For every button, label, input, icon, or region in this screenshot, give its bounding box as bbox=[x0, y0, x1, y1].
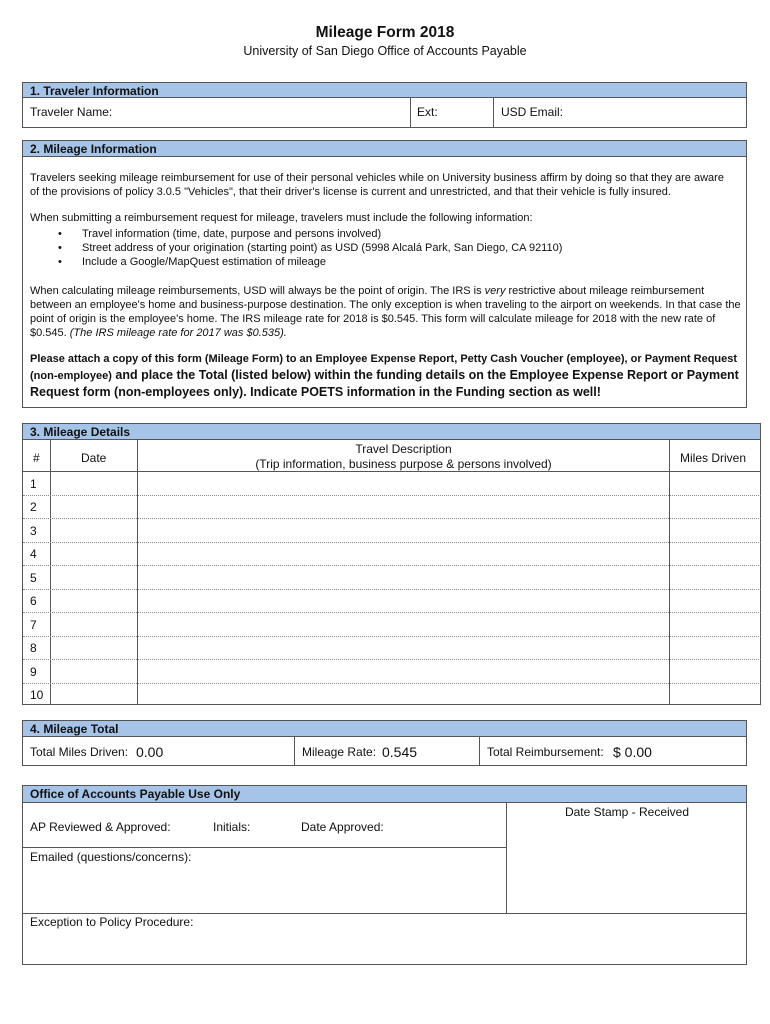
previous-rate-note: (The IRS mileage rate for 2017 was $0.535). bbox=[69, 327, 287, 339]
policy-paragraph: Travelers seeking mileage reimbursement for use of their personal vehicles while on University business affirm by doing so that they are aware of the provisions of policy 3.0.5 "Vehicles", that their driver's license is current and unrestricted, and that their vehicle is fully insured. bbox=[30, 172, 724, 198]
column-header-travel-description: Travel Description (Trip information, business purpose & persons involved) bbox=[255, 442, 552, 471]
list-item: • Include a Google/MapQuest estimation of mileage bbox=[30, 255, 735, 269]
mileage-rate-value[interactable]: 0.545 bbox=[382, 744, 418, 760]
ap-office-section-header: Office of Accounts Payable Use Only bbox=[23, 786, 746, 803]
traveler-name-field[interactable]: Traveler Name: bbox=[30, 105, 113, 119]
table-row[interactable]: 3 bbox=[30, 524, 37, 538]
table-row[interactable]: 10 bbox=[30, 688, 44, 702]
table-row[interactable]: 8 bbox=[30, 641, 37, 655]
table-row[interactable]: 2 bbox=[30, 500, 37, 514]
traveler-information-section bbox=[22, 82, 747, 128]
traveler-section-header: 1. Traveler Information bbox=[23, 83, 746, 98]
mileage-total-section-header: 4. Mileage Total bbox=[23, 721, 746, 737]
mileage-info-section-header: 2. Mileage Information bbox=[23, 141, 746, 157]
usd-email-field[interactable]: USD Email: bbox=[501, 105, 564, 119]
table-row[interactable]: 4 bbox=[30, 547, 37, 561]
total-reimbursement-value[interactable]: $ 0.00 bbox=[613, 744, 652, 760]
list-item: • Street address of your origination (starting point) as USD (5998 Alcalá Park, San Diego, CA 92110) bbox=[30, 241, 735, 255]
emailed-questions-label: Emailed (questions/concerns): bbox=[30, 850, 192, 864]
requirements-list bbox=[30, 227, 735, 269]
table-row[interactable]: 9 bbox=[30, 665, 37, 679]
form-subtitle: University of San Diego Office of Accounts Payable bbox=[243, 44, 527, 58]
attachment-notice: Please attach a copy of this form (Mileage Form) to an Employee Expense Report, Petty Cash Voucher (employee), or Payment Request (non-employee) and place the Total (listed below) within the funding details on the Employee Expense Report or Payment Request form (non-employees only). Indicate POETS information in the Funding section as well! bbox=[30, 353, 739, 399]
column-header-miles-driven: Miles Driven bbox=[680, 451, 747, 465]
exception-to-policy-label: Exception to Policy Procedure: bbox=[30, 915, 194, 929]
mileage-total-section bbox=[22, 720, 747, 766]
table-row[interactable]: 6 bbox=[30, 594, 37, 608]
mileage-information-section bbox=[22, 140, 747, 408]
table-row[interactable]: 1 bbox=[30, 477, 37, 491]
ap-reviewed-approved-label: AP Reviewed & Approved: bbox=[30, 820, 171, 834]
total-reimbursement-label: Total Reimbursement: bbox=[487, 745, 604, 759]
column-header-date: Date bbox=[81, 451, 107, 465]
date-stamp-received-label: Date Stamp - Received bbox=[564, 805, 690, 819]
table-row[interactable]: 7 bbox=[30, 618, 37, 632]
ap-office-section bbox=[22, 785, 747, 965]
list-item: • Travel information (time, date, purpose and persons involved) bbox=[30, 227, 735, 241]
form-title: Mileage Form 2018 bbox=[315, 24, 455, 41]
total-miles-driven-value[interactable]: 0.00 bbox=[136, 744, 164, 760]
date-approved-label: Date Approved: bbox=[301, 820, 384, 834]
ext-field[interactable]: Ext: bbox=[417, 105, 438, 119]
column-header-number: # bbox=[33, 451, 40, 465]
mileage-details-section bbox=[22, 423, 761, 705]
initials-label: Initials: bbox=[213, 820, 251, 834]
table-row[interactable]: 5 bbox=[30, 571, 37, 585]
mileage-details-section-header: 3. Mileage Details bbox=[23, 424, 760, 440]
requirements-intro: When submitting a reimbursement request for mileage, travelers must include the following information: bbox=[30, 212, 533, 224]
mileage-rate-label: Mileage Rate: bbox=[302, 745, 377, 759]
total-miles-driven-label: Total Miles Driven: bbox=[30, 745, 129, 759]
origin-paragraph: When calculating mileage reimbursements, USD will always be the point of origin. The IRS is very restrictive about mileage reimbursement between an employee's home and business-purpose destination. The only exception is when traveling to the airport on weekends. In that case the point of origin is the employee's home. The IRS mileage rate for 2018 is $0.545. This form will calculate mileage for 2018 with the new rate of $0.545. (The IRS mileage rate for 2017 was $0.535). bbox=[30, 285, 741, 339]
